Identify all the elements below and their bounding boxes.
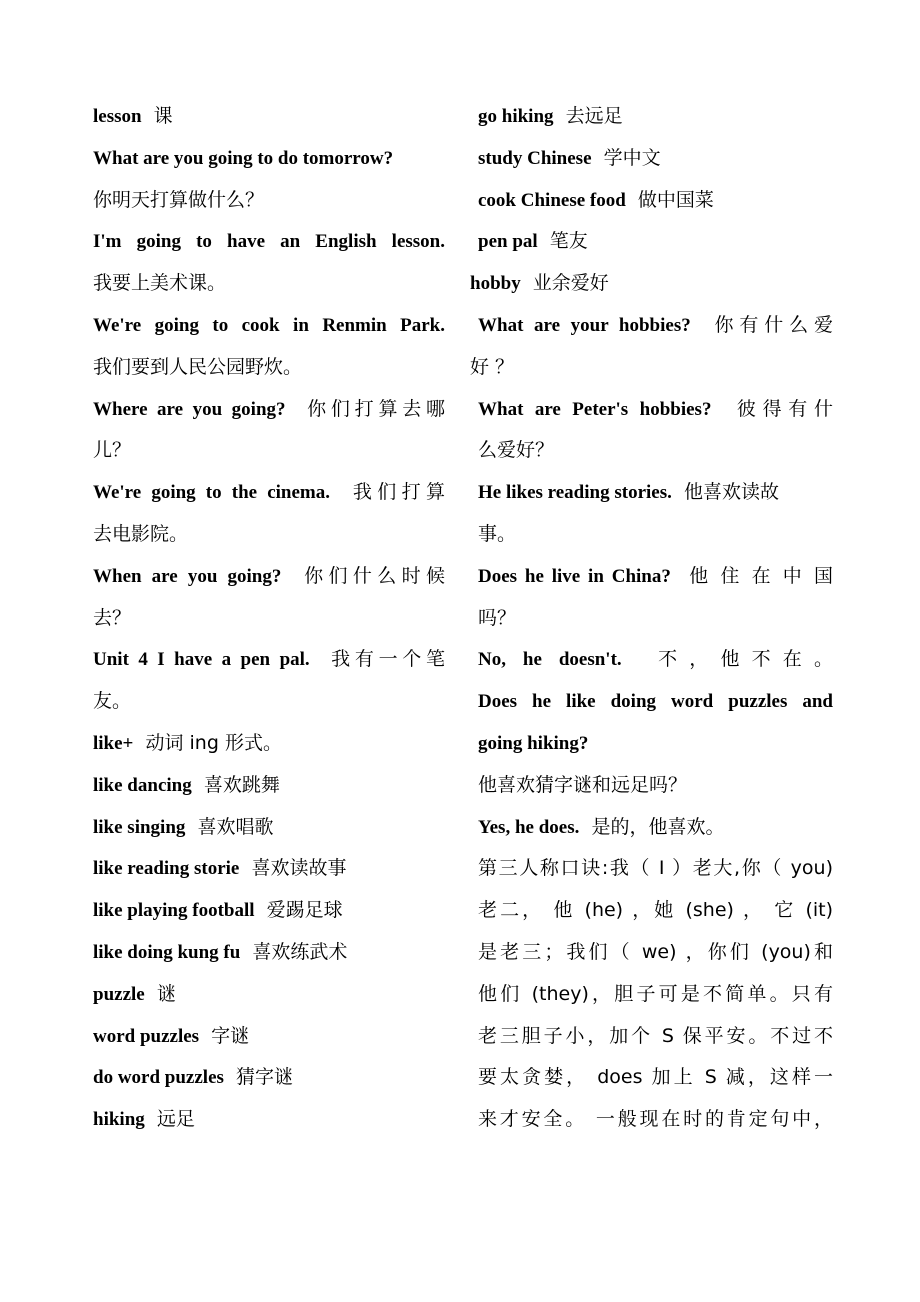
chinese-text: 我们要到人民公园野炊。 bbox=[93, 355, 303, 378]
chinese-text: 动词 ing 形式。 bbox=[145, 731, 282, 754]
text-line bbox=[478, 514, 833, 556]
english-text: cook Chinese food bbox=[478, 189, 626, 211]
chinese-text: 喜欢读故事 bbox=[251, 857, 347, 880]
text-line bbox=[478, 1099, 833, 1141]
chinese-text: 去远足 bbox=[565, 105, 623, 127]
text-line bbox=[478, 138, 833, 180]
text-line bbox=[478, 180, 833, 222]
text-line bbox=[478, 681, 833, 723]
english-text: I'm going to have an English lesson. bbox=[93, 231, 445, 253]
text-line bbox=[470, 263, 833, 305]
english-text: like playing football bbox=[93, 900, 255, 922]
chinese-text: 彼得有什 bbox=[736, 397, 833, 420]
text-line bbox=[478, 556, 833, 598]
text-line bbox=[93, 890, 445, 932]
text-line bbox=[93, 305, 445, 347]
english-text: hiking bbox=[93, 1109, 145, 1131]
chinese-text: 我们打算 bbox=[352, 481, 445, 504]
english-text: like reading storie bbox=[93, 858, 240, 880]
chinese-text: 么爱好？ bbox=[478, 439, 555, 462]
chinese-text: 喜欢跳舞 bbox=[203, 773, 280, 796]
text-line bbox=[478, 932, 833, 974]
chinese-text: 他们 (they)，胆子可是不简单。只有 bbox=[478, 982, 833, 1005]
english-text: No, he doesn't. bbox=[478, 649, 622, 671]
english-text: What are you going to do tomorrow? bbox=[93, 147, 394, 169]
text-line bbox=[478, 305, 833, 347]
chinese-text: 你有什么爱 bbox=[714, 313, 833, 336]
text-line bbox=[93, 1016, 445, 1058]
english-text: hobby bbox=[470, 273, 521, 295]
english-text: go hiking bbox=[478, 106, 554, 127]
text-line bbox=[93, 138, 445, 180]
text-line bbox=[478, 723, 833, 765]
english-text: Where are you going? bbox=[93, 398, 286, 420]
text-line bbox=[478, 96, 833, 138]
chinese-text: 笔友 bbox=[549, 230, 588, 253]
text-line bbox=[93, 765, 445, 807]
text-line bbox=[93, 639, 445, 681]
text-line bbox=[93, 807, 445, 849]
text-line bbox=[93, 932, 445, 974]
chinese-text: 业余爱好 bbox=[532, 272, 609, 295]
chinese-text: 去电影院。 bbox=[93, 522, 189, 545]
english-text: Does he live in China? bbox=[478, 565, 671, 587]
text-line bbox=[478, 472, 833, 514]
text-line bbox=[93, 389, 445, 431]
text-line bbox=[470, 347, 833, 389]
left-column bbox=[93, 96, 445, 1141]
english-text: pen pal bbox=[478, 231, 538, 253]
chinese-text: 远足 bbox=[156, 1108, 195, 1131]
text-line bbox=[478, 221, 833, 263]
chinese-text: 做中国菜 bbox=[637, 188, 714, 211]
text-line bbox=[93, 848, 445, 890]
chinese-text: 猜字谜 bbox=[236, 1066, 294, 1089]
chinese-text: 是的，他喜欢。 bbox=[591, 815, 725, 838]
chinese-text: 好 ？ bbox=[470, 355, 515, 378]
text-line bbox=[478, 848, 833, 890]
chinese-text: 他喜欢读故 bbox=[683, 481, 779, 504]
chinese-text: 儿？ bbox=[93, 439, 132, 462]
english-text: do word puzzles bbox=[93, 1067, 224, 1089]
chinese-text: 我有一个笔 bbox=[331, 648, 445, 671]
english-text: Does he like doing word puzzles and bbox=[478, 691, 833, 713]
text-line bbox=[93, 1057, 445, 1099]
text-line bbox=[93, 347, 445, 389]
text-line bbox=[478, 639, 833, 681]
text-line bbox=[478, 1057, 833, 1099]
english-text: like dancing bbox=[93, 774, 192, 796]
chinese-text: 老二， 他 (he) ，她 (she) ， 它 (it) bbox=[478, 899, 833, 922]
english-text: When are you going? bbox=[93, 565, 282, 587]
chinese-text: 事。 bbox=[478, 522, 517, 545]
text-line bbox=[93, 263, 445, 305]
english-text: word puzzles bbox=[93, 1025, 200, 1047]
right-column bbox=[470, 96, 833, 1141]
english-text: like doing kung fu bbox=[93, 941, 241, 963]
text-line bbox=[478, 974, 833, 1016]
english-text: study Chinese bbox=[478, 147, 592, 169]
english-text: We're going to the cinema. bbox=[93, 482, 330, 504]
chinese-text: 第三人称口诀:我（ I ）老大,你（ you) bbox=[478, 857, 833, 880]
chinese-text: 你们什么时候 bbox=[304, 564, 445, 587]
chinese-text: 去？ bbox=[93, 606, 132, 629]
text-line bbox=[93, 96, 445, 138]
english-text: Yes, he does. bbox=[478, 816, 580, 838]
text-line bbox=[93, 472, 445, 514]
english-text: We're going to cook in Renmin Park. bbox=[93, 314, 445, 336]
english-text: lesson bbox=[93, 106, 142, 127]
text-line bbox=[93, 430, 445, 472]
chinese-text: 他喜欢猜字谜和远足吗？ bbox=[478, 773, 688, 796]
text-line bbox=[478, 389, 833, 431]
text-line bbox=[478, 890, 833, 932]
chinese-text: 爱踢足球 bbox=[266, 899, 343, 922]
chinese-text: 老三胆子小，加个 S 保平安。不过不 bbox=[478, 1024, 833, 1047]
chinese-text: 字谜 bbox=[211, 1024, 250, 1047]
chinese-text: 学中文 bbox=[603, 146, 661, 169]
chinese-text: 要太贪婪， does 加上 S 减，这样一 bbox=[478, 1066, 833, 1089]
text-line bbox=[478, 1016, 833, 1058]
english-text: Unit 4 I have a pen pal. bbox=[93, 649, 310, 671]
text-line bbox=[478, 598, 833, 640]
text-line bbox=[478, 430, 833, 472]
text-line bbox=[93, 974, 445, 1016]
chinese-text: 来才安全。 一般现在时的肯定句中， bbox=[478, 1108, 833, 1131]
english-text: puzzle bbox=[93, 983, 145, 1005]
chinese-text: 不，他不在。 bbox=[658, 648, 833, 671]
chinese-text: 是老三；我们（ we) ，你们 (you)和 bbox=[478, 940, 833, 963]
chinese-text: 课 bbox=[153, 105, 173, 127]
english-text: like singing bbox=[93, 816, 186, 838]
chinese-text: 你明天打算做什么？ bbox=[93, 188, 265, 211]
text-line bbox=[93, 723, 445, 765]
text-line bbox=[478, 807, 833, 849]
english-text: What are Peter's hobbies? bbox=[478, 398, 712, 420]
chinese-text: 友。 bbox=[93, 690, 132, 713]
text-line bbox=[93, 681, 445, 723]
text-line bbox=[93, 221, 445, 263]
chinese-text: 喜欢唱歌 bbox=[197, 815, 274, 838]
text-line bbox=[93, 180, 445, 222]
chinese-text: 我要上美术课。 bbox=[93, 272, 227, 295]
chinese-text: 你们打算去哪 bbox=[307, 397, 445, 420]
text-line bbox=[478, 765, 833, 807]
chinese-text: 吗？ bbox=[478, 606, 517, 629]
chinese-text: 谜 bbox=[156, 982, 176, 1005]
text-line bbox=[93, 556, 445, 598]
english-text: What are your hobbies? bbox=[478, 314, 691, 336]
chinese-text: 他 住 在 中 国 bbox=[689, 564, 833, 587]
english-text: He likes reading stories. bbox=[478, 482, 672, 504]
text-line bbox=[93, 514, 445, 556]
english-text: like+ bbox=[93, 732, 134, 754]
text-line bbox=[93, 598, 445, 640]
english-text: going hiking? bbox=[478, 732, 589, 754]
text-line bbox=[93, 1099, 445, 1141]
chinese-text: 喜欢练武术 bbox=[252, 940, 348, 963]
